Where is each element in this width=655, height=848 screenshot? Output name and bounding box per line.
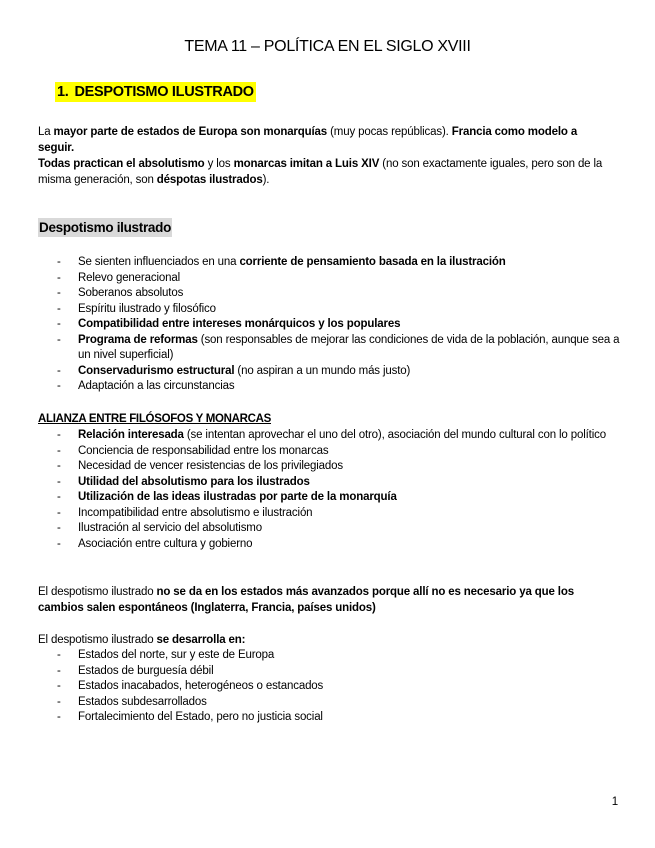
bullet: -	[57, 364, 61, 377]
list-item	[0, 710, 620, 726]
list-alianza	[0, 428, 620, 552]
list-item	[0, 506, 620, 522]
list-item	[0, 664, 620, 680]
list-item	[0, 302, 620, 318]
bold-text: Utilidad del absolutismo para los ilustrados	[78, 475, 310, 488]
bold-text: Francia como modelo a seguir.	[38, 126, 578, 154]
bold-text: Utilización de las ideas ilustradas por parte de la monarquía	[78, 491, 397, 503]
paragraph-estados-avanzados	[38, 584, 616, 616]
list-item	[0, 379, 620, 395]
subheading-alianza: ALIANZA ENTRE FILÓSOFOS Y MONARCAS	[38, 413, 272, 425]
text: Conciencia de responsabilidad entre los monarcas	[78, 444, 329, 457]
text: El despotismo ilustrado	[38, 634, 157, 646]
text: Estados inacabados, heterogéneos o estancados	[78, 680, 324, 692]
list-item	[0, 286, 620, 302]
text: (muy pocas repúblicas).	[327, 126, 452, 138]
bullet: -	[57, 333, 61, 346]
bold-text: monarcas imitan a Luis XIV	[233, 158, 380, 170]
text: (se intentan aprovechar el uno del otro), asociación del mundo cultural con lo político	[183, 429, 606, 441]
bullet: -	[57, 506, 61, 519]
bold-text: Programa de reformas	[78, 333, 198, 346]
bold-text: mayor parte de estados de Europa son monarquías	[53, 126, 328, 138]
text: Se sienten influenciados en una	[78, 256, 240, 268]
list-item	[0, 490, 620, 506]
page-number: 1	[611, 796, 618, 808]
text: Estados subdesarrollados	[78, 695, 207, 708]
text: Ilustración al servicio del absolutismo	[78, 522, 262, 534]
text: Fortalecimiento del Estado, pero no justicia social	[78, 711, 323, 723]
bullet: -	[57, 522, 61, 534]
text: Estados del norte, sur y este de Europa	[78, 649, 275, 661]
paragraph-se-desarrolla	[38, 632, 616, 648]
text: Relevo generacional	[78, 271, 180, 284]
text: y los	[204, 158, 234, 170]
list-item	[0, 695, 620, 711]
section-number: 1.	[57, 84, 69, 100]
list-item	[0, 444, 620, 460]
bullet: -	[57, 444, 61, 457]
text: (no aspiran a un mundo más justo)	[234, 364, 411, 377]
bullet: -	[57, 664, 61, 677]
list-item	[0, 459, 620, 475]
paragraph-monarquias	[38, 124, 616, 156]
subheading-despotismo-ilustrado: Despotismo ilustrado	[39, 220, 172, 235]
bold-text: se desarrolla en:	[156, 634, 246, 646]
bullet: -	[57, 680, 61, 692]
list-item	[0, 255, 620, 271]
bold-text: Todas practican el absolutismo	[38, 158, 205, 170]
bullet: -	[57, 271, 61, 284]
list-item	[0, 475, 620, 491]
page-title: TEMA 11 – POLÍTICA EN EL SIGLO XVIII	[184, 38, 471, 55]
list-estados	[0, 648, 620, 726]
paragraph-absolutismo	[38, 156, 616, 188]
text: La	[38, 126, 54, 138]
list-item	[0, 271, 620, 287]
bullet: -	[57, 429, 61, 441]
bold-text: déspotas ilustrados	[156, 174, 263, 186]
bold-text: Compatibilidad entre intereses monárquicos y los populares	[78, 318, 401, 330]
text: (son responsables de mejorar las condiciones de vida de la población, aunque sea a un nivel superficial)	[78, 333, 620, 361]
text: Necesidad de vencer resistencias de los privilegiados	[78, 460, 344, 472]
bold-text: no se da en los estados más avanzados porque allí no es necesario ya que los cambios salen espontáneos (Inglaterra, Francia, países unidos)	[38, 586, 574, 614]
bold-text: corriente de pensamiento basada en la ilustración	[239, 256, 506, 268]
list-item	[0, 364, 620, 380]
text: Estados de burguesía débil	[78, 664, 214, 677]
bullet: -	[57, 695, 61, 708]
bullet: -	[57, 287, 61, 299]
text: Incompatibilidad entre absolutismo e ilustración	[78, 506, 313, 519]
bullet: -	[57, 491, 61, 503]
list-item	[0, 537, 620, 553]
list-item	[0, 317, 620, 333]
bullet: -	[57, 256, 61, 268]
text: El despotismo ilustrado	[38, 586, 157, 598]
list-item	[0, 521, 620, 537]
bullet: -	[57, 302, 61, 315]
list-item	[0, 679, 620, 695]
text: Espíritu ilustrado y filosófico	[78, 302, 216, 315]
bold-text: Relación interesada	[78, 429, 184, 441]
list-item	[0, 648, 620, 664]
list-item	[0, 333, 620, 364]
bullet: -	[57, 380, 61, 392]
bullet: -	[57, 475, 61, 488]
text: (no son exactamente iguales, pero son de la misma generación, son	[38, 158, 603, 186]
list-despotismo	[0, 255, 620, 395]
bullet: -	[57, 460, 61, 472]
text: ).	[262, 174, 270, 186]
section-heading-despotismo-ilustrado	[55, 82, 256, 102]
bullet: -	[57, 649, 61, 661]
text: Adaptación a las circunstancias	[78, 380, 235, 392]
list-item	[0, 428, 620, 444]
bold-text: Conservadurismo estructural	[78, 364, 235, 377]
bullet: -	[57, 711, 61, 723]
text: Soberanos absolutos	[78, 287, 184, 299]
bullet: -	[57, 318, 61, 330]
bullet: -	[57, 537, 61, 550]
text: Asociación entre cultura y gobierno	[78, 537, 253, 550]
section-heading-label: DESPOTISMO ILUSTRADO	[74, 84, 254, 100]
